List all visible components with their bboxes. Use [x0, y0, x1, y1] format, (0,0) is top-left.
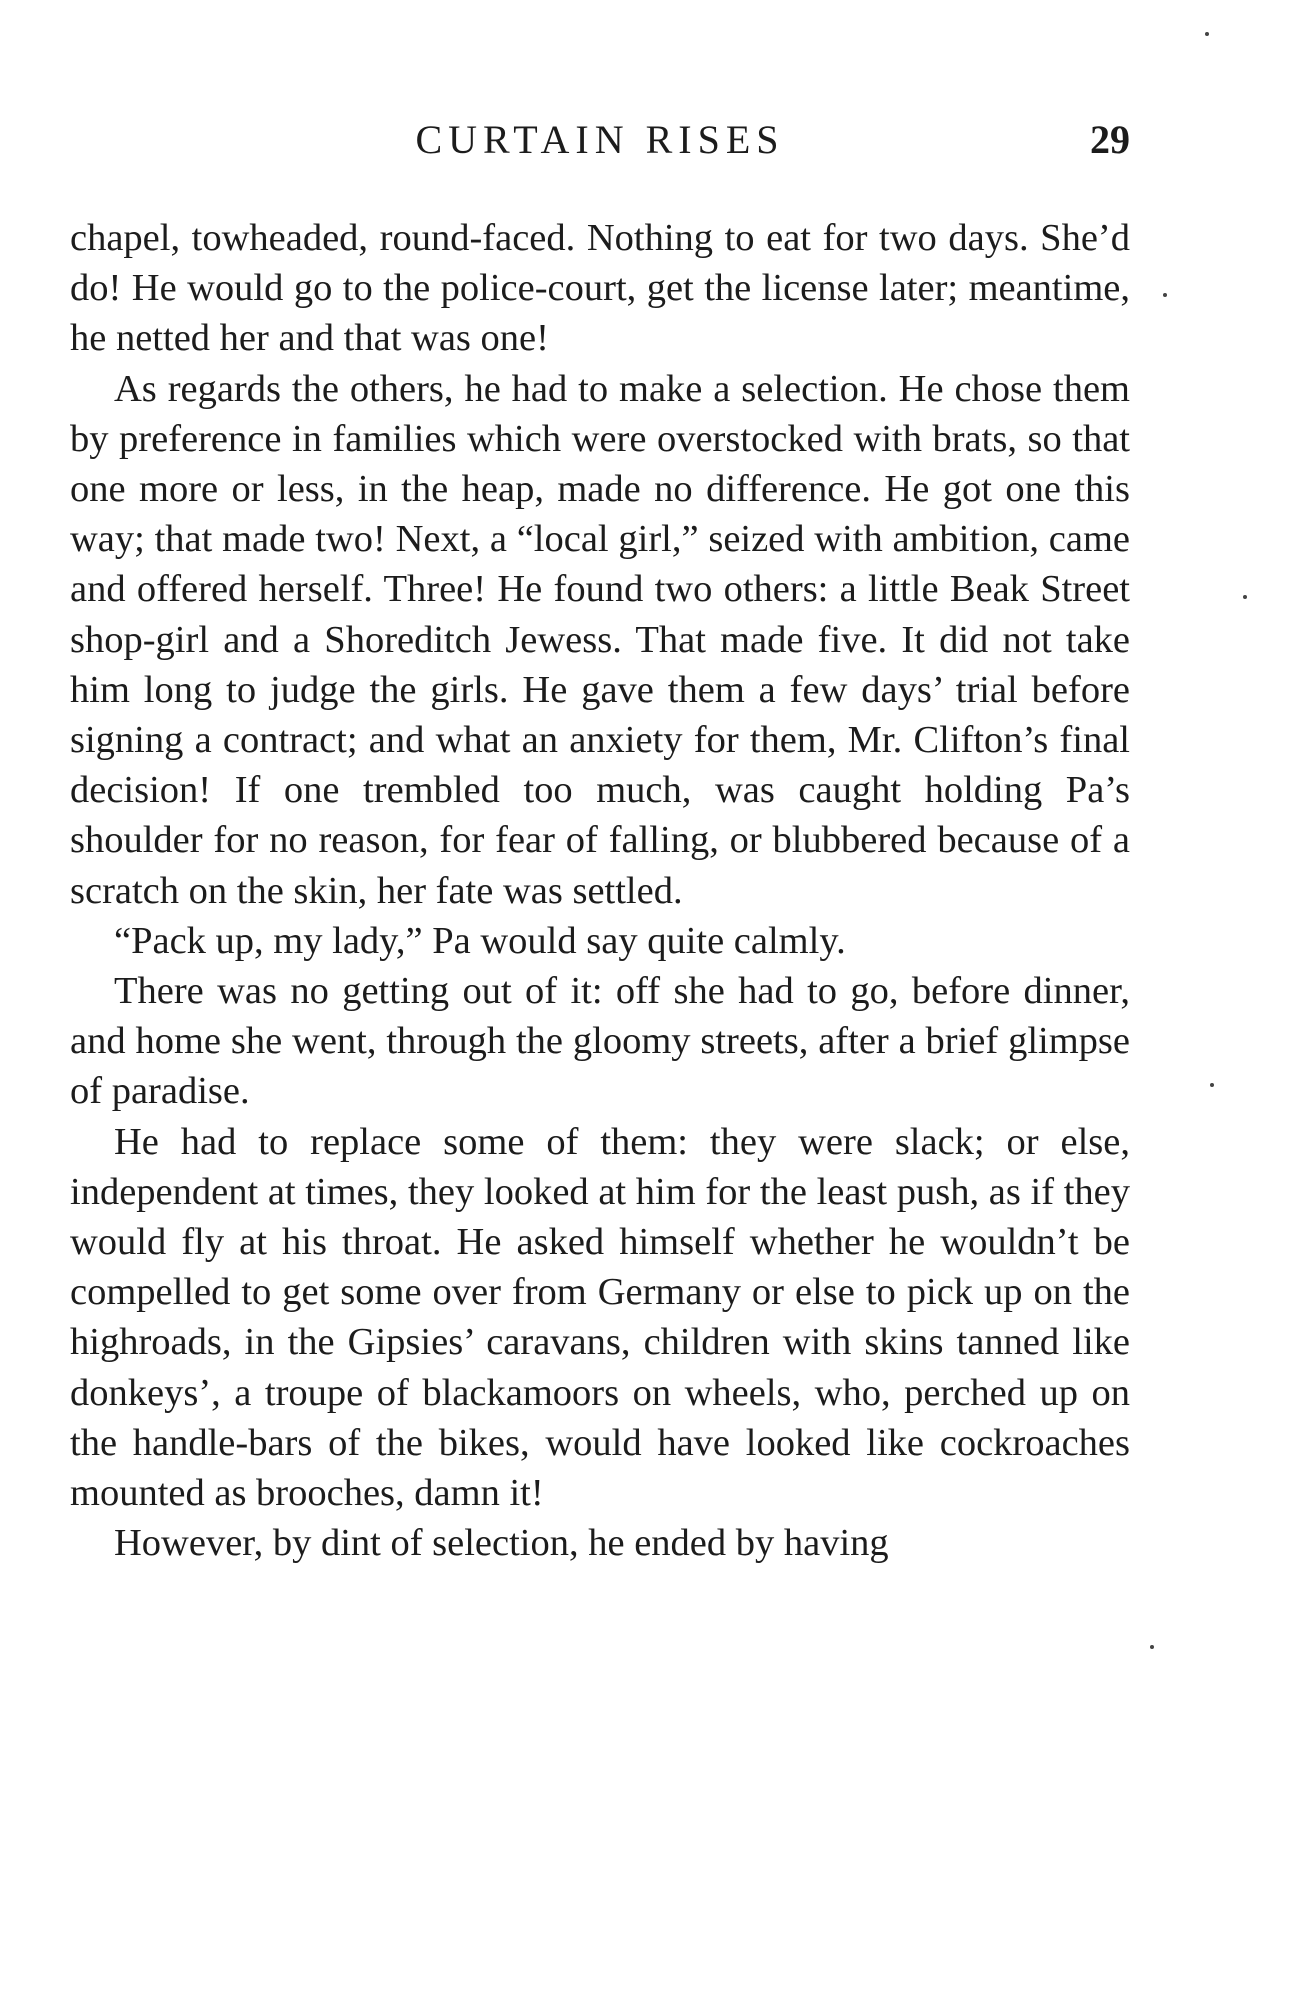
paragraph: “Pack up, my lady,” Pa would say quite calmly. — [114, 919, 846, 962]
paragraph: He had to replace some of them: they were slack; or else, independent at times, they looked at him for the least push, as if they would fly at his throat. He asked himself whether he wouldn’t be compelled to get some over from Germany or else to pick up on the highroads, in the Gipsies’ caravans, children with skins tanned like donkeys’, a troupe of blackamoors on wheels, who, perched up on the handle-bars of the bikes, would have looked like cockroaches mounted as brooches, damn it! — [70, 1120, 1130, 1515]
paragraph: chapel, towheaded, round-faced. Nothing to eat for two days. She’d do! He would go to the police-court, get the license later; meantime, he netted her and that was one! — [70, 217, 1130, 360]
body-text — [70, 213, 1130, 1568]
paragraph: As regards the others, he had to make a selection. He chose them by preference in families which were overstocked with brats, so that one more or less, in the heap, made no difference. He got one this way; that made two! Next, a “local girl,” seized with ambition, came and offered herself. Three! He found two others: a little Beak Street shop-girl and a Shoreditch Jewess. That made five. It did not take him long to judge the girls. He gave them a few days’ trial before signing a contract; and what an anxiety for them, Mr. Clifton’s final decision! If one trembled too much, was caught holding Pa’s shoulder for no reason, for fear of falling, or blubbered because of a scratch on the skin, her fate was settled. — [70, 367, 1130, 912]
paper-speck — [1210, 1083, 1214, 1087]
running-title: CURTAIN RISES — [415, 117, 785, 162]
running-head — [70, 110, 1130, 170]
paragraph: However, by dint of selection, he ended by having — [114, 1522, 889, 1565]
paper-speck — [1150, 1645, 1154, 1649]
page-number: 29 — [1090, 117, 1130, 162]
paragraph: There was no getting out of it: off she had to go, before dinner, and home she went, through the gloomy streets, after a brief glimpse of paradise. — [70, 970, 1130, 1113]
paper-speck — [1163, 293, 1167, 297]
paper-speck — [1205, 32, 1209, 36]
paper-speck — [1243, 595, 1247, 599]
